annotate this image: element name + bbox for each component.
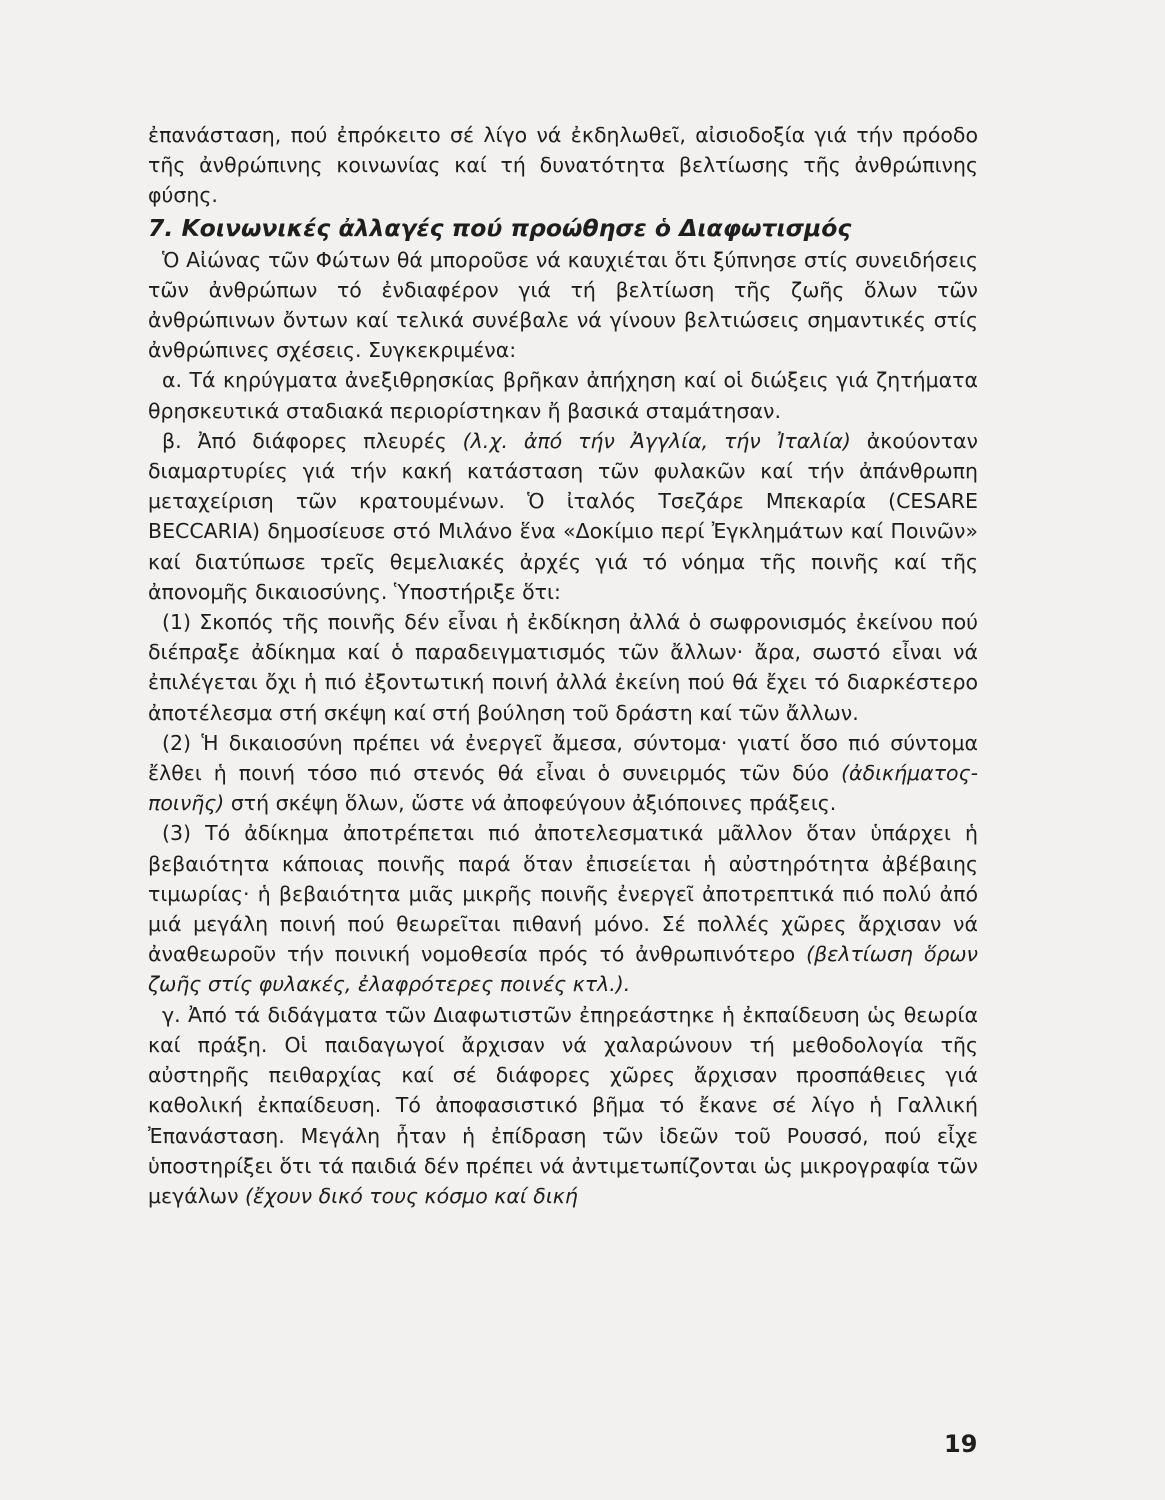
- item-c-text: γ. Ἀπό τά διδάγματα τῶν Διαφωτιστῶν ἐπηρεάστηκε ἡ ἐκπαίδευση ὡς θεωρία καί πράξη. Οἱ παιδαγωγοί ἄρχισαν νά χαλαρώνουν τή μεθοδολογία τῆς αὐστηρῆς πειθαρχίας καί σέ διάφορες χῶρες ἄρχισαν προσπάθειες γιά καθολική ἐκπαίδευση. Τό ἀποφασιστικό βῆμα τό ἔκανε σέ λίγο ἡ Γαλλική Ἐπανάσταση. Μεγάλη ἦταν ἡ ἐπίδραση τῶν ἰδεῶν τοῦ Ρουσσό, πού εἶχε ὑποστηρίξει ὅτι τά παιδιά δέν πρέπει νά ἀντιμετωπίζονται ὡς μικρογραφία τῶν μεγάλων: [148, 1002, 978, 1208]
- point-3-paragraph: [148, 818, 978, 999]
- item-c-italic: (ἔχουν δικό τους κόσμο καί δική: [245, 1183, 578, 1208]
- item-b-text-cont: ἀκούονταν διαμαρτυρίες γιά τήν κακή κατάσταση τῶν φυλακῶν καί τήν ἀπάνθρωπη μεταχείριση τῶν κρατουμένων. Ὁ ἰταλός Τσεζάρε Μπεκαρία (CESARE BECCARIA) δημοσίευσε στό Μιλάνο ἕνα «Δοκίμιο περί Ἐγκλημάτων καί Ποινῶν» καί διατύπωσε τρεῖς θεμελιακές ἀρχές γιά τό νόημα τῆς ποινῆς καί τῆς ἀπονομῆς δικαιοσύνης. Ὑποστήριξε ὅτι:: [148, 428, 979, 604]
- page-number: 19: [944, 1430, 978, 1458]
- point-2-text-cont: στή σκέψη ὅλων, ὥστε νά ἀποφεύγουν ἀξιόποινες πράξεις.: [224, 791, 837, 816]
- point-2-text: (2) Ἡ δικαιοσύνη πρέπει νά ἐνεργεῖ ἄμεσα, σύντομα· γιατί ὅσο πιό σύντομα ἔλθει ἡ ποινή τόσο πιό στενός θά εἶναι ὁ συνειρμός τῶν δύο: [148, 730, 978, 786]
- item-a-paragraph: α. Τά κηρύγματα ἀνεξιθρησκίας βρῆκαν ἀπήχηση καί οἱ διώξεις γιά ζητήματα θρησκευτικά σταδιακά περιορίστηκαν ἤ βασικά σταμάτησαν.: [148, 368, 978, 423]
- item-b-italic: (λ.χ. ἀπό τήν Ἀγγλία, τήν Ἰταλία): [462, 428, 851, 453]
- item-b-paragraph: [148, 426, 978, 607]
- item-b-text: β. Ἀπό διάφορες πλευρές: [162, 428, 463, 453]
- point-3-text: (3) Τό ἀδίκημα ἀποτρέπεται πιό ἀποτελεσματικά μᾶλλον ὅταν ὑπάρχει ἡ βεβαιότητα κάποιας ποινῆς παρά ὅταν ἐπισείεται ἡ αὐστηρότητα ἀβέβαιης τιμωρίας· ἡ βεβαιότητα μιᾶς μικρῆς ποινῆς ἐνεργεῖ ἀποτρεπτικά πιό πολύ ἀπό μιά μεγάλη ποινή πού θεωρεῖται πιθανή μόνο. Σέ πολλές χῶρες ἄρχισαν νά ἀναθεωροῦν τήν ποινική νομοθεσία πρός τό ἀνθρωπινότερο: [148, 821, 978, 967]
- point-2-italic: (ἀδικήματος-ποινῆς): [148, 761, 978, 816]
- point-1-paragraph: (1) Σκοπός τῆς ποινῆς δέν εἶναι ἡ ἐκδίκηση ἀλλά ὁ σωφρονισμός ἐκείνου πού διέπραξε ἀδίκημα καί ὁ παραδειγματισμός τῶν ἄλλων· ἄρα, σωστό εἶναι νά ἐπιλέγεται ὄχι ἡ πιό ἐξοντωτική ποινή ἀλλά ἐκείνη πού θά ἔχει τό διαρκέστερο ἀποτέλεσμα στή σκέψη καί στή βούληση τοῦ δράστη καί τῶν ἄλλων.: [148, 610, 978, 725]
- item-c-paragraph: [148, 1000, 978, 1211]
- point-2-paragraph: [148, 728, 978, 819]
- point-3-italic: (βελτίωση ὅρων ζωῆς στίς φυλακές, ἐλαφρότερες ποινές κτλ.).: [148, 942, 978, 997]
- intro-paragraph: ἐπανάσταση, πού ἐπρόκειτο σέ λίγο νά ἐκδηλωθεῖ, αἰσιοδοξία γιά τήν πρόοδο τῆς ἀνθρώπινης κοινωνίας καί τή δυνατότητα βελτίωσης τῆς ἀνθρώπινης φύσης.: [148, 123, 978, 208]
- section-heading: 7. Κοινωνικές ἀλλαγές πού προώθησε ὁ Διαφωτισμός: [148, 213, 852, 242]
- section-lead-paragraph: Ὁ Αἰώνας τῶν Φώτων θά μποροῦσε νά καυχιέται ὅτι ξύπνησε στίς συνειδήσεις τῶν ἀνθρώπων τό ἐνδιαφέρον γιά τή βελτίωση τῆς ζωῆς ὅλων τῶν ἀνθρώπινων ὄντων καί τελικά συνέβαλε νά γίνουν βελτιώσεις σημαντικές στίς ἀνθρώπινες σχέσεις. Συγκεκριμένα:: [148, 247, 978, 363]
- page-body: [148, 120, 978, 1211]
